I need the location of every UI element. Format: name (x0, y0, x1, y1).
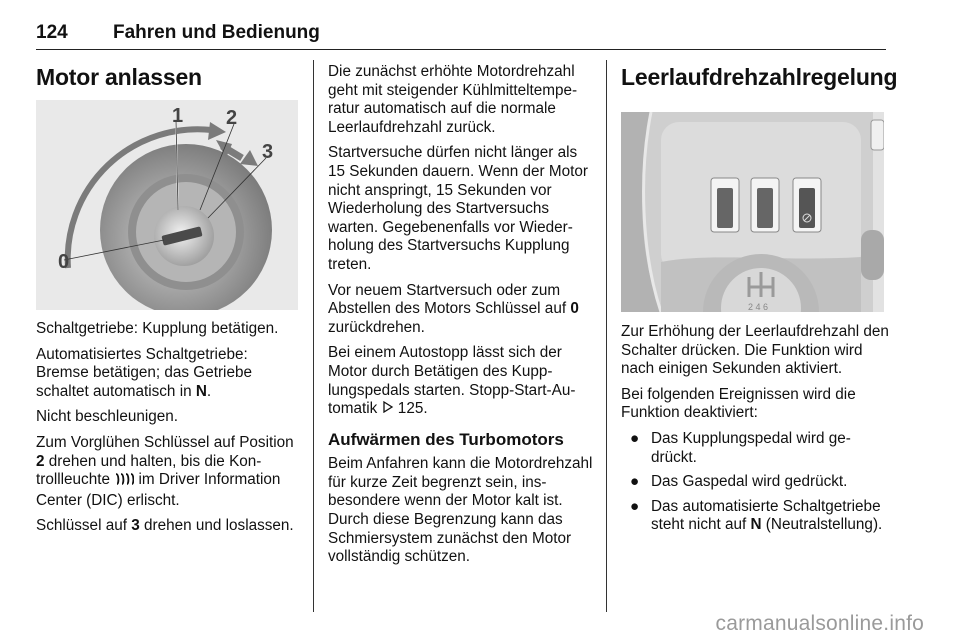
paragraph (328, 63, 593, 137)
list-item (621, 430, 889, 467)
bullet-icon: ● (630, 497, 640, 515)
bold-token: N (750, 516, 762, 534)
label-pos-2: 2 (226, 107, 238, 129)
column-divider (313, 60, 314, 612)
text-span: (Neutralstellung). (761, 516, 883, 534)
paragraph (328, 144, 593, 274)
label-pos-0: 0 (58, 251, 70, 273)
text-span: Schlüssel auf (36, 517, 132, 535)
dashboard-switch-illustration (621, 112, 884, 312)
column-divider (606, 60, 607, 612)
page-header (36, 22, 886, 50)
bullet-icon: ● (630, 429, 640, 447)
ignition-switch-illustration (36, 100, 298, 310)
text-span: Nicht beschleunigen. (36, 408, 179, 426)
text-span: Zum Vorglühen Schlüssel auf Position (36, 433, 294, 451)
list-item (621, 498, 889, 535)
text-span: Vor neuem Startversuch oder zum Abstellen des Motors Schlüssel auf (328, 281, 571, 318)
subheading-turbo: Aufwärmen des Turbomotors (328, 429, 564, 449)
paragraph (621, 323, 889, 379)
column-2-text (328, 63, 593, 574)
paragraph (36, 408, 298, 427)
paragraph (328, 282, 593, 338)
text-span: Bei folgenden Ereignissen wird die Funktion deaktiviert: (621, 385, 856, 422)
page-number: 124 (36, 22, 68, 43)
paragraph (36, 320, 298, 339)
text-span: Das Gaspedal wird gedrückt. (651, 473, 848, 491)
label-pos-3: 3 (262, 141, 274, 163)
page-reference-icon (382, 400, 394, 419)
paragraph (328, 455, 593, 567)
gear-digits: 2 4 6 (748, 302, 769, 312)
page-reference[interactable]: 125. (393, 400, 428, 418)
paragraph (36, 346, 298, 402)
column-3-text (621, 323, 889, 541)
paragraph (36, 434, 298, 510)
text-span: zurückdrehen. (328, 318, 425, 336)
ignition-switch-figure (36, 100, 298, 310)
text-span: Beim Anfahren kann die Motordrehzahl für kurze Zeit begrenzt sein, insbesondere wenn der Motor kalt ist. Durch diese Begrenzung kann das Schmiersystem zunächst den Motor vollständig schützen. (328, 455, 593, 566)
heading-motor-anlassen: Motor anlassen (36, 64, 202, 90)
text-span: Automatisiertes Schaltgetriebe: Bremse betätigen; das Getriebe schaltet automatisch in (36, 345, 252, 400)
text-span: Das Kupplungspedal wird gedrückt. (651, 429, 851, 466)
text-span: Das automatisierte Schaltgetriebe steht nicht auf (651, 497, 881, 534)
text-span: im Driver Information Center (DIC) erlischt. (36, 471, 281, 509)
text-span: Die zunächst erhöhte Motordrehzahl geht mit steigender Kühlmitteltemperatur automatisch auf die normale Leerlaufdrehzahl zurück. (328, 63, 578, 136)
header-rule (36, 49, 886, 50)
bold-token: N (195, 382, 207, 400)
column-1-text (36, 320, 298, 543)
section-title: Fahren und Bedienung (113, 22, 320, 43)
text-span: Schaltgetriebe: Kupplung betätigen. (36, 320, 279, 337)
label-pos-1: 1 (172, 105, 184, 127)
paragraph (36, 517, 298, 536)
paragraph (621, 386, 889, 423)
text-span: Bei einem Autostopp lässt sich der Motor durch Betätigen des Kupplungspedals starten. Stopp-Start-Automatik (328, 344, 576, 418)
text-span: Zur Erhöhung der Leerlaufdrehzahl den Schalter drücken. Die Funktion wird nach einigen Sekunden aktiviert. (621, 323, 889, 378)
bullet-list (621, 430, 889, 535)
bold-token: 3 (131, 517, 140, 535)
paragraph (328, 344, 593, 418)
text-span: drehen und halten, bis die Kontrollleuchte (36, 452, 262, 489)
text-span: . (206, 382, 212, 400)
glow-plug-icon (114, 472, 134, 492)
watermark: carmanualsonline.info (715, 612, 924, 635)
list-item (621, 473, 889, 492)
dashboard-switch-figure (621, 112, 884, 312)
text-span: Startversuche dürfen nicht länger als 15 Sekunden dauern. Wenn der Motor nicht anspringt, 15 Sekunden vor Wiederholung des Startversuchs warten. Gegebenenfalls vor Wiederholung des Startversuchs Kupplung treten. (328, 144, 588, 273)
bullet-icon: ● (630, 473, 640, 491)
text-span: drehen und loslassen. (139, 517, 294, 535)
bold-token: 0 (570, 300, 579, 318)
bold-token: 2 (36, 452, 45, 470)
heading-leerlaufdrehzahlregelung: Leerlaufdrehzahlregelung (621, 64, 898, 90)
